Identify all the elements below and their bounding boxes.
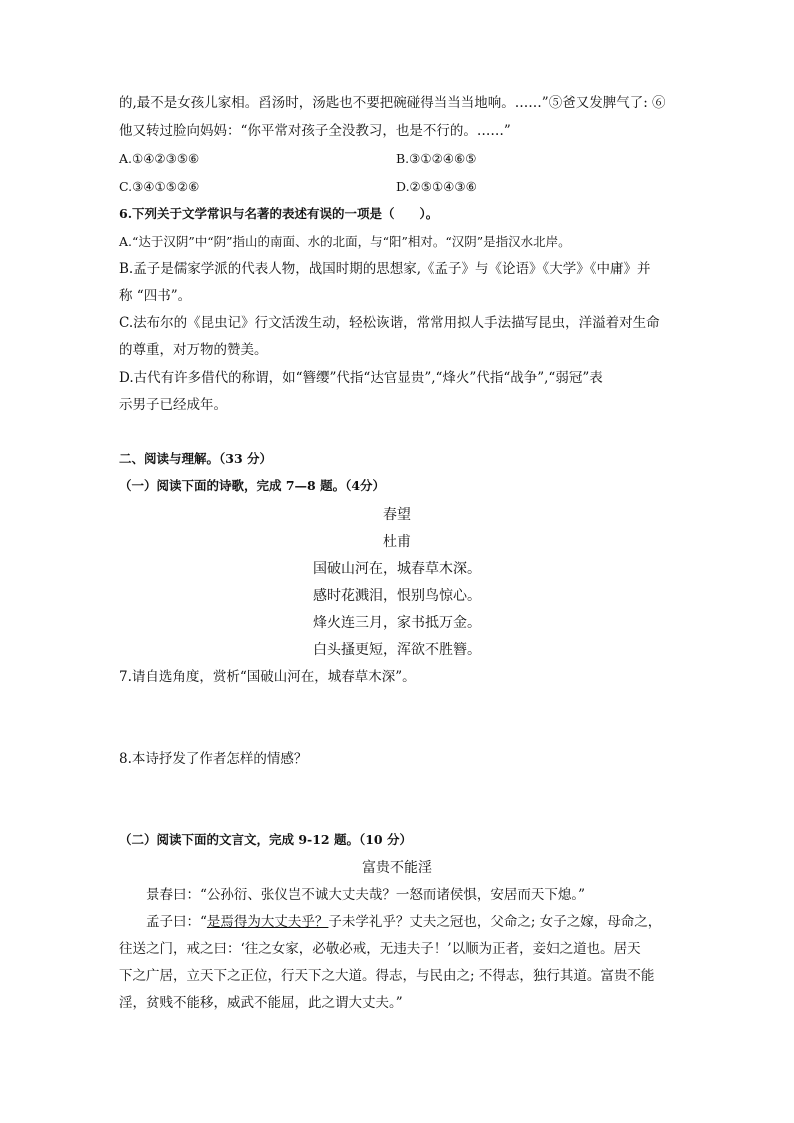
q6-stem: 6.下列关于文学常识与名著的表述有误的一项是（ ）。 — [119, 206, 439, 221]
q6-option-b-line1: B.孟子是儒家学派的代表人物，战国时期的思想家,《孟子》与《论语》《大学》《中庸》并 — [119, 261, 651, 277]
q6-option-c-line2: 的尊重，对万物的赞美。 — [119, 342, 268, 358]
q5-option-a: A.①④②③⑤⑥ — [119, 151, 200, 166]
prose-underlined-sentence: 是焉得为大丈夫乎？ — [206, 914, 329, 930]
prose-p2-rest: 子未学礼乎？丈夫之冠也，父命之; 女子之嫁，母命之， — [328, 914, 662, 930]
prose-paragraph-2 — [146, 913, 661, 931]
part1-instruction: （一）阅读下面的诗歌，完成 7—8 题。（4分） — [119, 478, 386, 493]
q6-option-d-line2: 示男子已经成年。 — [119, 397, 227, 413]
q5-option-c: C.③④①⑤②⑥ — [119, 179, 200, 194]
prose-title: 富贵不能淫 — [362, 860, 432, 876]
q5-option-b: B.③①②④⑥⑤ — [396, 151, 477, 166]
q6-option-b-line2: 称 “四书”。 — [119, 288, 192, 304]
q6-option-a: A.“达于汉阴”中“阴”指山的南面、水的北面，与“阳”相对。“汉阴”是指汉水北岸。 — [119, 234, 571, 249]
continuation-line-2: 他又转过脸向妈妈：“你平常对孩子全没教习，也是不行的。……” — [119, 123, 511, 139]
continuation-line-1: 的,最不是女孩儿家相。舀汤时，汤匙也不要把碗碰得当当当地响。……”⑤爸又发脾气了: ⑥ — [119, 95, 666, 111]
q6-option-c-line1: C.法布尔的《昆虫记》行文活泼生动，轻松诙谐，常常用拟人手法描写昆虫，洋溢着对生命 — [119, 315, 660, 331]
prose-p2-prefix: 孟子曰：“ — [146, 914, 207, 930]
poem-line-2: 感时花溅泪，恨别鸟惊心。 — [313, 588, 481, 604]
part2-instruction: （二）阅读下面的文言文，完成 9-12 题。（10 分） — [119, 832, 412, 847]
poem-line-4: 白头搔更短，浑欲不胜簪。 — [313, 642, 481, 658]
prose-line-5: 淫，贫贱不能移，威武不能屈，此之谓大丈夫。” — [119, 995, 403, 1011]
section2-heading: 二、阅读与理解。（33 分） — [119, 451, 272, 466]
poem-line-1: 国破山河在，城春草木深。 — [313, 561, 481, 577]
prose-line-3: 往送之门，戒之曰：‘往之女家，必敬必戒，无违夫子！’以顺为正者，妾妇之道也。居天 — [119, 941, 641, 957]
q8-question: 8.本诗抒发了作者怎样的情感？ — [119, 751, 308, 767]
q7-question: 7.请自选角度，赏析“国破山河在，城春草木深”。 — [119, 669, 416, 685]
q6-option-d-line1: D.古代有许多借代的称谓，如“簪缨”代指“达官显贵”,“烽火”代指“战争”,“弱冠”表 — [119, 370, 603, 386]
q5-option-d: D.②⑤①④③⑥ — [396, 179, 477, 194]
poem-line-3: 烽火连三月，家书抵万金。 — [313, 615, 481, 631]
poem-title: 春望 — [383, 507, 411, 523]
prose-line-4: 下之广居，立天下之正位，行天下之大道。得志，与民由之; 不得志，独行其道。富贵不能 — [119, 968, 655, 984]
prose-paragraph-1: 景春曰：“公孙衍、张仪岂不诚大丈夫哉？一怒而诸侯惧，安居而天下熄。” — [146, 887, 586, 903]
poem-author: 杜甫 — [383, 534, 411, 550]
